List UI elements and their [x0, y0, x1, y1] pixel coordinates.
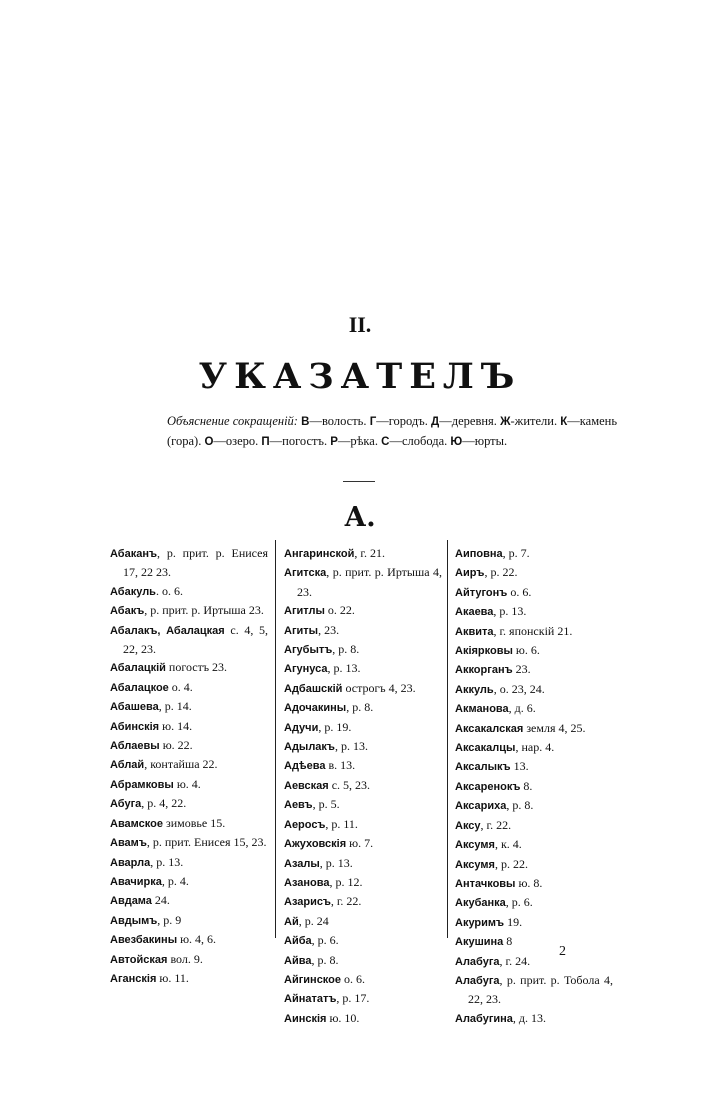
index-entry: [284, 834, 442, 853]
entry-name: Авдама: [110, 895, 152, 908]
entry-name: Аганскiя: [110, 972, 157, 985]
legend-meaning: —погостъ.: [269, 434, 328, 448]
entry-name: Абаканъ: [110, 548, 157, 560]
entry-refs: с. 5, 23.: [328, 777, 371, 792]
entry-refs: , 23.: [318, 622, 340, 637]
entry-refs: , р. прит. р. Иртыша 23.: [144, 603, 264, 618]
entry-name: Адочакины: [284, 702, 347, 715]
legend-abbr: О: [204, 436, 214, 448]
legend-abbr: Ж: [500, 416, 511, 428]
entry-name: Аксу: [455, 819, 481, 832]
entry-name: Азарисъ: [284, 896, 331, 909]
entry-refs: , г. японскiй 21.: [493, 623, 573, 638]
entry-refs: , р. 13.: [150, 854, 184, 869]
entry-name: Аиповна: [455, 548, 503, 560]
index-entry: [455, 583, 613, 602]
entry-name: Аварла: [110, 856, 151, 869]
entry-name: Аккорганъ: [455, 664, 513, 677]
index-entry: [110, 950, 268, 969]
legend-abbr: Р: [330, 436, 338, 448]
entry-refs: , р. 14.: [158, 699, 192, 714]
entry-refs: зимовье 15.: [163, 815, 226, 830]
legend-abbr: П: [261, 436, 270, 448]
index-entry: [455, 952, 613, 971]
index-entry: [284, 912, 442, 931]
entry-refs: , р. 13.: [334, 739, 368, 754]
index-entry: [110, 969, 268, 988]
abbreviation-legend: [167, 412, 617, 452]
entry-name: Аксалыкъ: [455, 761, 511, 774]
entry-refs: , р. 24: [298, 913, 329, 928]
entry-refs: , р. 9: [157, 912, 182, 927]
index-entry: [110, 911, 268, 930]
entry-refs: , г. 22.: [330, 894, 362, 909]
entry-name: Ай: [284, 915, 299, 928]
index-entry: [284, 737, 442, 756]
index-entry: [110, 853, 268, 872]
entry-name: Антачковы: [455, 877, 516, 890]
entry-refs: , р. 4, 22.: [141, 796, 187, 811]
entry-name: Аксумя: [455, 839, 495, 852]
entry-refs: земля 4, 25.: [523, 720, 586, 735]
entry-refs: 13.: [510, 759, 529, 774]
index-entry: [284, 970, 442, 989]
entry-name: Акiярковы: [455, 645, 513, 658]
entry-name: Агунуса: [284, 663, 328, 676]
index-entry: [455, 738, 613, 757]
entry-refs: вол. 9.: [167, 951, 203, 966]
entry-name: Авамъ: [110, 837, 147, 850]
entry-name: Аблаевы: [110, 740, 160, 753]
entry-name: Азалы: [284, 857, 320, 870]
entry-refs: , к. 4.: [494, 837, 522, 852]
entry-refs: , р. 7.: [502, 546, 530, 560]
index-entry: [455, 874, 613, 893]
entry-refs: ю. 4, 6.: [177, 932, 217, 947]
entry-name: Аиръ: [455, 567, 485, 580]
entry-refs: 8.: [520, 778, 533, 793]
index-entry: [455, 719, 613, 738]
entry-refs: ю. 4.: [173, 776, 201, 791]
index-entry: [110, 736, 268, 755]
entry-refs: , р. 8.: [346, 700, 374, 715]
index-entry: [455, 971, 613, 1009]
entry-name: Абрамковы: [110, 778, 174, 791]
index-entry: [455, 1009, 613, 1028]
entry-name: Акушина: [455, 936, 504, 949]
index-entry: [455, 913, 613, 932]
entry-refs: , р. прит. Енисея 15, 23.: [146, 835, 267, 850]
entry-name: Авачирка: [110, 875, 162, 888]
entry-refs: , р. 22.: [484, 565, 518, 580]
index-entry: [110, 833, 268, 852]
legend-abbr: С: [381, 436, 390, 448]
index-entry: [455, 835, 613, 854]
legend-meaning: —слобода.: [389, 434, 448, 448]
entry-name: Автойская: [110, 953, 168, 966]
entry-refs: , р. 13.: [327, 661, 361, 676]
entry-refs: ю. 7.: [346, 836, 374, 851]
index-entry: [284, 659, 442, 678]
entry-refs: 8: [503, 934, 513, 949]
index-entry: [284, 1009, 442, 1028]
entry-name: Агиты: [284, 624, 319, 637]
index-entry: [455, 622, 613, 641]
entry-name: Агитска: [284, 567, 327, 580]
index-entry: [455, 796, 613, 815]
entry-name: Аксариха: [455, 800, 507, 813]
index-entry: [110, 697, 268, 716]
index-entry: [110, 658, 268, 677]
entry-name: Акуримъ: [455, 916, 505, 929]
legend-meaning: —камень (гора).: [167, 414, 618, 448]
index-entry: [284, 854, 442, 873]
legend-meaning: —озеро.: [213, 434, 259, 448]
entry-name: Абакъ: [110, 605, 145, 618]
index-column-1: [110, 544, 268, 988]
entry-refs: , р. 12.: [329, 874, 363, 889]
legend-meaning: —деревня.: [439, 414, 497, 428]
entry-name: Акаева: [455, 606, 494, 619]
legend-meaning: -жители.: [510, 414, 558, 428]
entry-name: Аккуль: [455, 683, 494, 696]
entry-name: Айва: [284, 954, 312, 967]
entry-refs: , р. прит. р. Тобола 4, 22, 23.: [468, 972, 613, 1007]
index-entry: [284, 776, 442, 795]
index-entry: [455, 893, 613, 912]
entry-refs: ю. 6.: [512, 643, 540, 658]
index-entry: [284, 601, 442, 620]
entry-refs: , р. 17.: [336, 991, 370, 1006]
entry-refs: , р. 8.: [506, 798, 534, 813]
index-entry: [284, 795, 442, 814]
index-entry: [284, 698, 442, 717]
entry-refs: , р. 8.: [311, 952, 339, 967]
entry-name: Авдымъ: [110, 914, 158, 927]
entry-name: Аксумя: [455, 858, 495, 871]
index-entry: [110, 872, 268, 891]
index-entry: [284, 815, 442, 834]
index-entry: [110, 544, 268, 582]
entry-refs: , р. 5.: [312, 797, 340, 812]
index-entry: [455, 602, 613, 621]
entry-name: Аеросъ: [284, 818, 326, 831]
index-entry: [110, 582, 268, 601]
entry-name: Айнататъ: [284, 993, 337, 1006]
entry-name: Аевская: [284, 779, 329, 792]
entry-refs: , р. прит. р. Иртыша 4, 23.: [297, 565, 442, 599]
index-entry: [284, 544, 442, 563]
index-entry: [110, 814, 268, 833]
index-entry: [110, 621, 268, 659]
entry-name: Акманова: [455, 703, 509, 716]
index-entry: [110, 601, 268, 620]
entry-refs: , г. 21.: [354, 546, 385, 560]
index-entry: [455, 699, 613, 718]
index-entry: [455, 680, 613, 699]
index-column-2: [284, 544, 442, 1028]
entry-refs: о. 4.: [168, 679, 193, 694]
index-entry: [284, 621, 442, 640]
entry-refs: , д. 6.: [508, 701, 536, 716]
entry-name: Абуга: [110, 798, 142, 811]
index-entry: [455, 660, 613, 679]
entry-name: Аксакалская: [455, 722, 524, 735]
page-title: УКАЗАТЕЛЪ: [198, 356, 522, 397]
legend-abbr: Г: [369, 416, 377, 428]
index-entry: [110, 891, 268, 910]
entry-name: Айба: [284, 935, 312, 948]
entry-name: Айгинское: [284, 973, 342, 986]
index-entry: [455, 757, 613, 776]
entry-refs: , контайша 22.: [144, 757, 218, 772]
entry-name: Айтугонъ: [455, 586, 508, 599]
entry-name: Адучи: [284, 721, 319, 734]
index-entry: [284, 679, 442, 698]
legend-abbr: В: [301, 416, 310, 428]
index-entry: [455, 816, 613, 835]
entry-refs: . о. 6.: [155, 583, 183, 598]
separator-rule: [343, 481, 375, 482]
entry-refs: , р. 8.: [332, 642, 360, 657]
entry-refs: , р. 19.: [318, 719, 352, 734]
index-entry: [284, 892, 442, 911]
index-entry: [110, 717, 268, 736]
legend-abbr: Ю: [450, 436, 463, 448]
legend-meaning: —волость.: [309, 414, 367, 428]
column-divider: [447, 540, 448, 938]
entry-refs: , р. 22.: [494, 856, 528, 871]
entry-refs: ю. 11.: [156, 970, 189, 985]
entry-refs: ю. 22.: [159, 738, 193, 753]
entry-name: Акубанка: [455, 897, 506, 910]
entry-refs: , о. 23, 24.: [493, 681, 545, 696]
index-entry: [455, 777, 613, 796]
index-entry: [284, 989, 442, 1008]
entry-name: Алабуга: [455, 955, 500, 968]
entry-name: Абашева: [110, 701, 159, 714]
entry-name: Адылакъ: [284, 741, 335, 754]
entry-name: Агитлы: [284, 605, 325, 618]
entry-name: Абалацкiй: [110, 662, 166, 675]
entry-name: Алабугина: [455, 1012, 513, 1025]
section-letter: А.: [344, 502, 376, 533]
entry-name: Аксакалцы: [455, 742, 516, 755]
index-entry: [284, 563, 442, 601]
index-entry: [110, 930, 268, 949]
page-number: 2: [559, 944, 566, 959]
entry-refs: 19.: [504, 914, 523, 929]
entry-refs: , г. 24.: [499, 953, 531, 968]
index-entry: [110, 678, 268, 697]
legend-meaning: —городъ.: [376, 414, 428, 428]
entry-name: Авезбакины: [110, 934, 178, 947]
entry-name: Абалацкое: [110, 681, 169, 694]
entry-refs: 23.: [512, 662, 531, 677]
entry-refs: , г. 22.: [480, 817, 512, 832]
legend-meaning: —рѣка.: [337, 434, 378, 448]
index-column-3: [455, 544, 613, 1028]
index-entry: [284, 873, 442, 892]
entry-name: Аксаренокъ: [455, 780, 521, 793]
index-entry: [284, 931, 442, 950]
entry-refs: , р. 13.: [493, 604, 527, 619]
entry-name: Аевъ: [284, 799, 313, 812]
entry-name: Абинскiя: [110, 720, 160, 733]
index-entry: [110, 755, 268, 774]
entry-refs: ю. 10.: [326, 1010, 360, 1025]
index-entry: [455, 855, 613, 874]
entry-name: Абалакъ, Абалацкая: [110, 624, 225, 637]
column-divider: [275, 540, 276, 938]
legend-abbr: К: [560, 416, 568, 428]
entry-refs: о. 22.: [324, 603, 355, 618]
entry-name: Аблай: [110, 759, 145, 772]
index-entry: [455, 544, 613, 563]
index-entry: [284, 756, 442, 775]
entry-name: Авамское: [110, 817, 163, 830]
entry-name: Ажуховскiя: [284, 838, 347, 851]
entry-refs: 24.: [151, 893, 170, 908]
index-entry: [110, 794, 268, 813]
entry-refs: в. 13.: [325, 758, 356, 773]
entry-refs: ю. 8.: [515, 875, 543, 890]
entry-refs: ю. 14.: [159, 718, 193, 733]
entry-refs: о. 6.: [341, 971, 366, 986]
entry-name: Адбашскiй: [284, 682, 343, 695]
entry-refs: , р. 13.: [319, 855, 353, 870]
entry-refs: о. 6.: [507, 584, 532, 599]
entry-refs: с. 4, 5, 22, 23.: [123, 622, 269, 657]
entry-refs: , р. прит. р. Енисея 17, 22 23.: [123, 546, 268, 580]
entry-refs: острогъ 4, 23.: [342, 680, 416, 695]
entry-refs: , нар. 4.: [515, 740, 555, 755]
entry-name: Ангаринской: [284, 548, 355, 560]
entry-name: Адѣева: [284, 760, 326, 773]
entry-refs: , р. 4.: [161, 873, 189, 888]
entry-refs: , р. 6.: [505, 895, 533, 910]
entry-refs: , р. 11.: [325, 816, 358, 831]
legend-intro: Объяснение сокращенiй:: [167, 414, 298, 428]
legend-meaning: —юрты.: [462, 434, 508, 448]
index-entry: [455, 641, 613, 660]
entry-refs: , р. 6.: [311, 933, 339, 948]
entry-name: Азанова: [284, 876, 330, 889]
index-entry: [455, 932, 613, 951]
index-entry: [110, 775, 268, 794]
entry-name: Алабуга: [455, 974, 500, 987]
entry-refs: погостъ 23.: [165, 660, 228, 675]
index-entry: [284, 640, 442, 659]
index-entry: [284, 951, 442, 970]
index-entry: [284, 718, 442, 737]
index-entry: [455, 563, 613, 582]
entry-name: Агубытъ: [284, 644, 333, 657]
entry-refs: , д. 13.: [512, 1010, 547, 1025]
section-number: II.: [348, 312, 372, 337]
entry-name: Аквита: [455, 625, 494, 638]
entry-name: Аинскiя: [284, 1012, 327, 1025]
legend-abbr: Д: [431, 416, 440, 428]
entry-name: Абакуль: [110, 585, 156, 598]
